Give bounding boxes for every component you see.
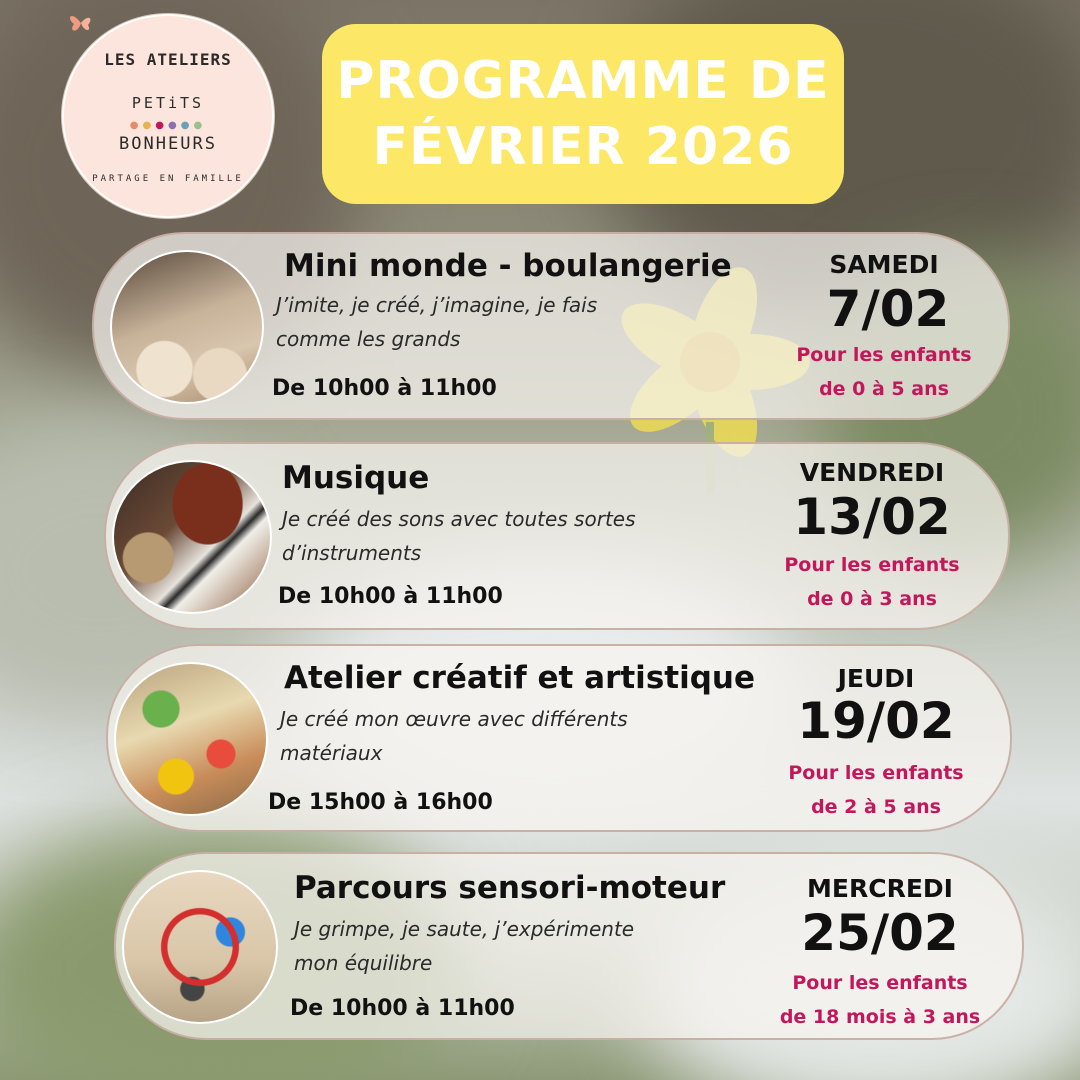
event-card-1 xyxy=(92,232,1010,420)
event-date: 7/02 xyxy=(826,280,950,338)
crafts-photo xyxy=(114,662,268,816)
logo-line2: BONHEURS xyxy=(119,134,217,154)
logo-line1: PETiTS xyxy=(131,94,205,112)
event-date: 25/02 xyxy=(801,904,959,962)
event-age: Pour les enfants de 0 à 3 ans xyxy=(784,554,960,610)
event-card-3 xyxy=(106,644,1012,832)
event-title: Musique xyxy=(282,460,430,496)
event-time: De 10h00 à 11h00 xyxy=(272,376,497,401)
event-time: De 10h00 à 11h00 xyxy=(290,996,515,1021)
title-line-2: FÉVRIER 2026 xyxy=(372,117,794,177)
event-description: Je créé des sons avec toutes sortes d’instruments xyxy=(282,507,636,565)
brand-logo xyxy=(62,14,274,218)
instruments-photo xyxy=(112,460,272,614)
event-age: Pour les enfants de 0 à 5 ans xyxy=(796,344,972,400)
butterfly-icon xyxy=(66,8,96,38)
event-time: De 15h00 à 16h00 xyxy=(268,790,493,815)
bakery-photo xyxy=(110,250,264,404)
event-card-2 xyxy=(104,442,1010,630)
event-day: SAMEDI xyxy=(829,250,939,279)
event-card-4 xyxy=(114,852,1024,1040)
event-day: MERCREDI xyxy=(807,874,953,903)
motor-course-photo xyxy=(122,870,278,1024)
event-description: J’imite, je créé, j’imagine, je fais comme les grands xyxy=(276,293,598,351)
event-age: Pour les enfants de 18 mois à 3 ans xyxy=(779,972,981,1028)
logo-bottom-text: PARTAGE EN FAMILLE xyxy=(92,174,244,184)
event-title: Atelier créatif et artistique xyxy=(284,660,755,696)
event-description: Je grimpe, je saute, j’expérimente mon équilibre xyxy=(294,917,635,975)
event-day: VENDREDI xyxy=(799,458,945,487)
program-title-box xyxy=(322,24,844,204)
event-date: 13/02 xyxy=(793,488,951,546)
event-title: Mini monde - boulangerie xyxy=(284,248,732,284)
event-time: De 10h00 à 11h00 xyxy=(278,584,503,609)
event-description: Je créé mon œuvre avec différents matériaux xyxy=(280,707,628,765)
logo-dots: ●●●●●● xyxy=(129,120,207,131)
event-age: Pour les enfants de 2 à 5 ans xyxy=(788,762,964,818)
event-day: JEUDI xyxy=(837,664,915,693)
event-title: Parcours sensori-moteur xyxy=(294,870,726,906)
logo-top-text: LES ATELIERS xyxy=(104,50,232,69)
event-date: 19/02 xyxy=(797,692,955,750)
title-line-1: PROGRAMME DE xyxy=(336,51,830,111)
